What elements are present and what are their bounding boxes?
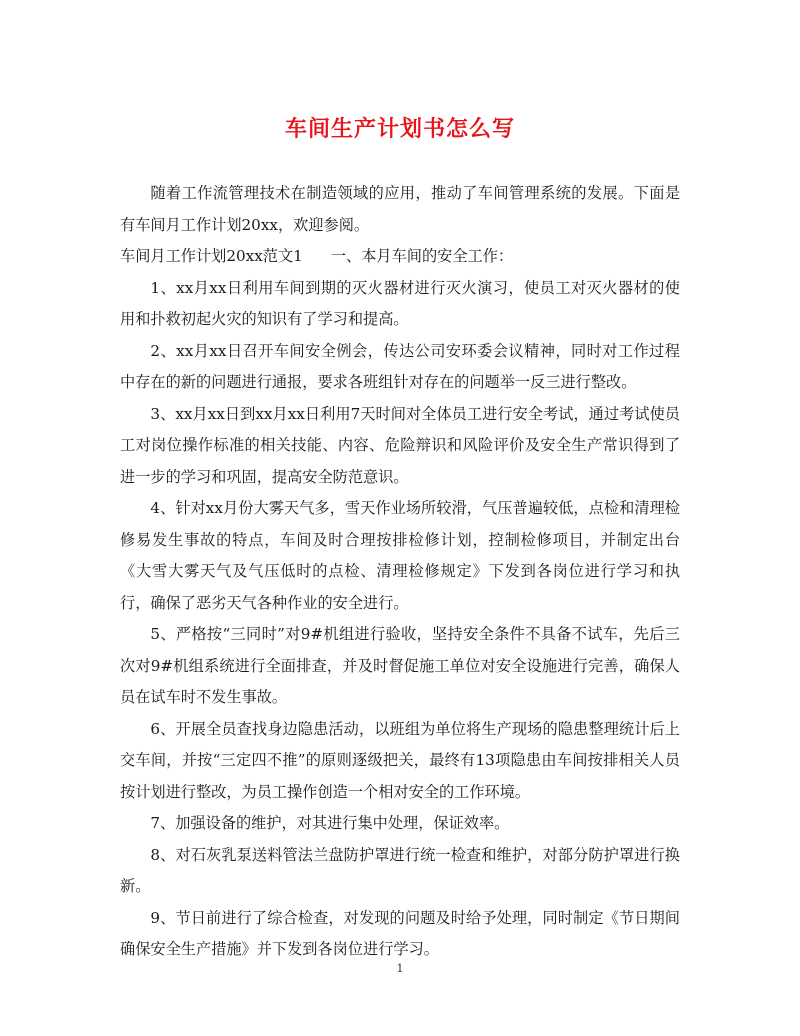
list-item: 5、严格按“三同时”对9#机组进行验收，坚持安全条件不具备不试车，先后三次对9#机组系统进行全面排查，并及时督促施工单位对安全设施进行完善，确保人员在试车时不发生事故。 bbox=[120, 625, 680, 706]
list-item: 1、xx月xx日利用车间到期的灭火器材进行灭火演习，使员工对灭火器材的使用和扑救初起火灾的知识有了学习和提高。 bbox=[120, 278, 680, 328]
list-item: 9、节日前进行了综合检查，对发现的问题及时给予处理，同时制定《节日期间确保安全生产措施》并下发到各岗位进行学习。 bbox=[120, 908, 680, 958]
section-heading: 一、本月车间的安全工作： bbox=[330, 247, 514, 265]
list-item: 6、开展全员查找身边隐患活动，以班组为单位将生产现场的隐患整理统计后上交车间，并按“三定四不推”的原则逐级把关，最终有13项隐患由车间按排相关人员按计划进行整改，为员工操作创造一个相对安全的工作环境。 bbox=[120, 719, 680, 801]
section-label: 车间月工作计划20xx范文1 bbox=[120, 247, 303, 265]
page-number: 1 bbox=[396, 962, 404, 975]
document-title: 车间生产计划书怎么写 bbox=[284, 116, 515, 142]
document-body bbox=[120, 178, 680, 966]
list-item: 7、加强设备的维护，对其进行集中处理，保证效率。 bbox=[150, 814, 510, 832]
section-line bbox=[120, 241, 680, 273]
list-item: 2、xx月xx日召开车间安全例会，传达公司安环委会议精神，同时对工作过程中存在的新的问题进行通报，要求各班组针对存在的问题举一反三进行整改。 bbox=[120, 341, 680, 391]
list-item: 8、对石灰乳泵送料管法兰盘防护罩进行统一检查和维护，对部分防护罩进行换新。 bbox=[120, 845, 680, 895]
list-item: 3、xx月xx日到xx月xx日利用7天时间对全体员工进行安全考试，通过考试使员工对岗位操作标准的相关技能、内容、危险辩识和风险评价及安全生产常识得到了进一步的学习和巩固，提高安全防范意识。 bbox=[120, 404, 680, 486]
intro-paragraph: 随着工作流管理技术在制造领域的应用，推动了车间管理系统的发展。下面是有车间月工作计划20xx，欢迎参阅。 bbox=[120, 184, 680, 234]
list-item: 4、针对xx月份大雾天气多，雪天作业场所较滑，气压普遍较低，点检和清理检修易发生事故的特点，车间及时合理按排检修计划，控制检修项目，并制定出台《大雪大雾天气及气压低时的点检、清理检修规定》下发到各岗位进行学习和执行，确保了恶劣天气各种作业的安全进行。 bbox=[120, 499, 680, 612]
